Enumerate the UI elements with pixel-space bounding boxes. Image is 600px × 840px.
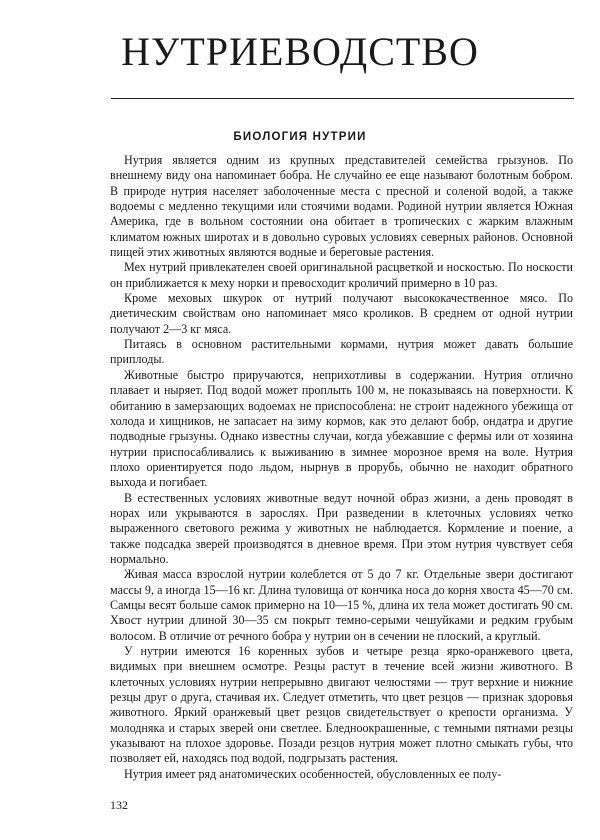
section-title: БИОЛОГИЯ НУТРИИ [233,131,367,143]
paragraph: Живая масса взрослой нутрии колеблется от 5 до 7 кг. Отдельные звери достигают массы 9, а иногда 15—16 кг. Длина туловища от кончика носа до корня хвоста 45—70 см. Самцы весят больше самок примерно на 10—15 %, длина их тела может достигать 90 см. Хвост нутрии длиной 30—35 см покрыт темно-серыми чешуйками и редким грубым волосом. В отличие от речного бобра у нутрии он в сечении не плоский, а круглый. [110,567,573,643]
paragraph: Нутрия является одним из крупных представителей семейства грызунов. По внешнему виду она напоминает бобра. Не случайно ее еще называют болотным бобром. В природе нутрия населяет заболоченные места с пресной и соленой водой, а также водоемы с медленно текущими или стоячими водами. Родиной нутрии является Южная Америка, где в вольном состоянии она обитает в тропических с жарким влажным климатом южных широтах и в довольно суровых условиях северных районов. Основной пищей этих животных являются водные и береговые растения. [110,153,573,260]
paragraph: У нутрии имеются 16 коренных зубов и четыре резца ярко-оранжевого цвета, видимых при внешнем осмотре. Резцы растут в течение всей жизни животного. В клеточных условиях нутрии непрерывно двигают челюстями — трут верхние и нижние резцы друг о друга, стачивая их. Следует отметить, что цвет резцов — признак здоровья животного. Яркий оранжевый цвет резцов свидетельствует о крепости организма. У молодняка и старых зверей они светлее. Бледноокрашенные, с темными пятнами резцы указывают на плохое здоровье. Позади резцов нутрия может плотно смыкать губы, что позволяет ей, находясь под водой, подгрызать растения. [110,644,573,766]
paragraph: Мех нутрий привлекателен своей оригинальной расцветкой и носкостью. По носкости он приближается к меху норки и превосходит кроличий примерно в 10 раз. [110,260,573,290]
paragraph: Нутрия имеет ряд анатомических особенностей, обусловленных ее полу- [124,766,502,781]
page-number: 132 [110,798,128,812]
chapter-title: НУТРИЕВОДСТВО [121,29,479,74]
paragraph: Кроме меховых шкурок от нутрий получают высококачественное мясо. По диетическим свойствам оно напоминает мясо кроликов. В среднем от одной нутрии получают 2—3 кг мяса. [110,291,573,336]
title-rule [111,98,574,99]
paragraph: Животные быстро приручаются, неприхотливы в содержании. Нутрия отлично плавает и ныряет. Под водой может проплыть 100 м, не показываясь на поверхности. К обитанию в замерзающих водоемах не приспособлена: не строит надежного убежища от холода и хищников, не запасает на зиму кормов, как это делают бобр, ондатра и другие подводные грызуны. Однако известны случаи, когда убежавшие с фермы или от хозяина нутрии приспосабливались к выживанию в зимнее морозное время на воле. Нутрия плохо ориентируется подо льдом, нырнув в прорубь, обычно не находит обратного выхода и погибает. [110,367,573,490]
paragraph: Питаясь в основном растительными кормами, нутрия может давать большие приплоды. [110,337,573,367]
paragraph: В естественных условиях животные ведут ночной образ жизни, а день проводят в норах или укрываются в зарослях. При разведении в клеточных условиях четко выраженного светового режима у животных не наблюдается. Кормление и поение, а также подсадка зверей производятся в дневное время. При этом нутрия чувствует себя нормально. [110,490,573,566]
body-text [110,153,573,782]
